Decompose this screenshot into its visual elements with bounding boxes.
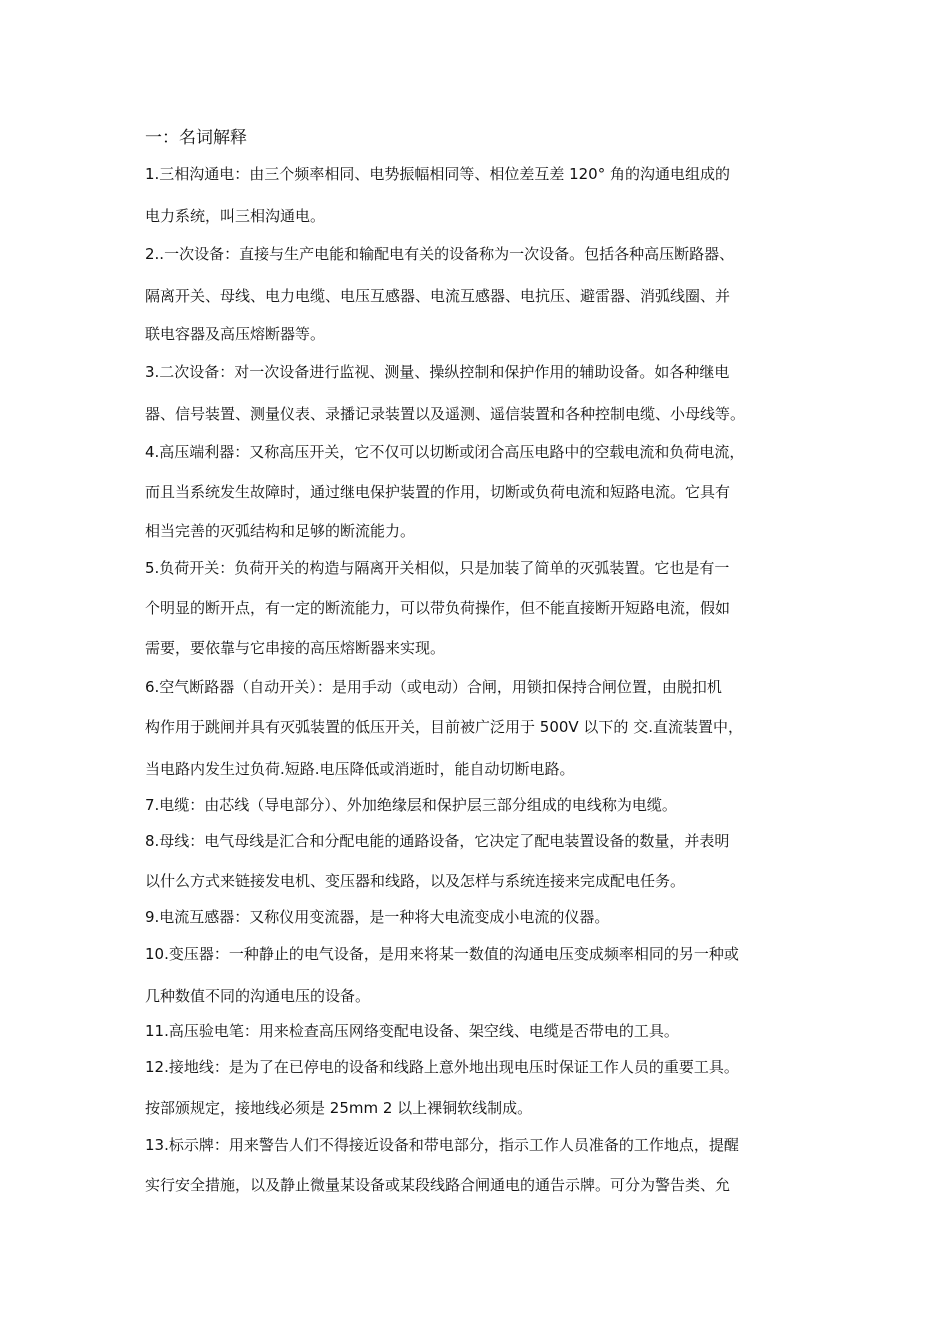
text-line: 需要，要依靠与它串接的高压熔断器来实现。 xyxy=(145,639,446,657)
text-line: 3.二次设备：对一次设备进行监视、测量、操纵控制和保护作用的辅助设备。如各种继电 xyxy=(145,363,730,381)
text-line: 5.负荷开关：负荷开关的构造与隔离开关相似，只是加装了简单的灭弧装置。它也是有一 xyxy=(145,559,730,577)
text-line: 6.空气断路器（自动开关）：是用手动（或电动）合闸，用锁扣保持合闸位置，由脱扣机 xyxy=(145,678,722,696)
text-line: 以什么方式来链接发电机、变压器和线路，以及怎样与系统连接来完成配电任务。 xyxy=(145,872,686,890)
text-line: 4.高压端利器：又称高压开关，它不仅可以切断或闭合高压电路中的空载电流和负荷电流， xyxy=(145,443,745,461)
text-line: 13.标示牌：用来警告人们不得接近设备和带电部分，指示工作人员准备的工作地点，提醒 xyxy=(145,1136,739,1154)
text-line: 电力系统，叫三相沟通电。 xyxy=(145,207,326,225)
text-line: 8.母线：电气母线是汇合和分配电能的通路设备，它决定了配电装置设备的数量，并表明 xyxy=(145,832,730,850)
text-line: 器、信号装置、测量仪表、录播记录装置以及遥测、遥信装置和各种控制电缆、小母线等。 xyxy=(145,405,746,423)
text-line: 联电容器及高压熔断器等。 xyxy=(145,325,326,343)
section-heading: 一：名词解释 xyxy=(145,128,247,148)
text-line: 几种数值不同的沟通电压的设备。 xyxy=(145,987,371,1005)
text-line: 1.三相沟通电：由三个频率相同、电势振幅相同等、相位差互差 120° 角的沟通电组成的 xyxy=(145,165,730,183)
text-line: 按部颁规定，接地线必须是 25mm 2 以上裸铜软线制成。 xyxy=(145,1099,533,1117)
text-line: 10.变压器：一种静止的电气设备，是用来将某一数值的沟通电压变成频率相同的另一种或 xyxy=(145,945,739,963)
document-page xyxy=(145,0,817,1344)
text-line: 构作用于跳闸并具有灭弧装置的低压开关，目前被广泛用于 500V 以下的 交.直流装置中， xyxy=(145,718,743,736)
text-line: 11.高压验电笔：用来检查高压网络变配电设备、架空线、电缆是否带电的工具。 xyxy=(145,1022,679,1040)
text-line: 隔离开关、母线、电力电缆、电压互感器、电流互感器、电抗压、避雷器、消弧线圈、并 xyxy=(145,287,731,305)
text-line: 实行安全措施，以及静止微量某设备或某段线路合闸通电的通告示牌。可分为警告类、允 xyxy=(145,1176,731,1194)
text-line: 12.接地线：是为了在已停电的设备和线路上意外地出现电压时保证工作人员的重要工具。 xyxy=(145,1058,739,1076)
text-line: 2..一次设备：直接与生产电能和输配电有关的设备称为一次设备。包括各种高压断路器、 xyxy=(145,245,735,263)
text-line: 当电路内发生过负荷.短路.电压降低或消逝时，能自动切断电路。 xyxy=(145,760,575,778)
text-line: 而且当系统发生故障时，通过继电保护装置的作用，切断或负荷电流和短路电流。它具有 xyxy=(145,483,731,501)
text-line: 9.电流互感器：又称仪用变流器，是一种将大电流变成小电流的仪器。 xyxy=(145,908,610,926)
text-line: 7.电缆：由芯线（导电部分）、外加绝缘层和保护层三部分组成的电线称为电缆。 xyxy=(145,796,677,814)
text-line: 个明显的断开点，有一定的断流能力，可以带负荷操作，但不能直接断开短路电流，假如 xyxy=(145,599,731,617)
text-line: 相当完善的灭弧结构和足够的断流能力。 xyxy=(145,522,416,540)
